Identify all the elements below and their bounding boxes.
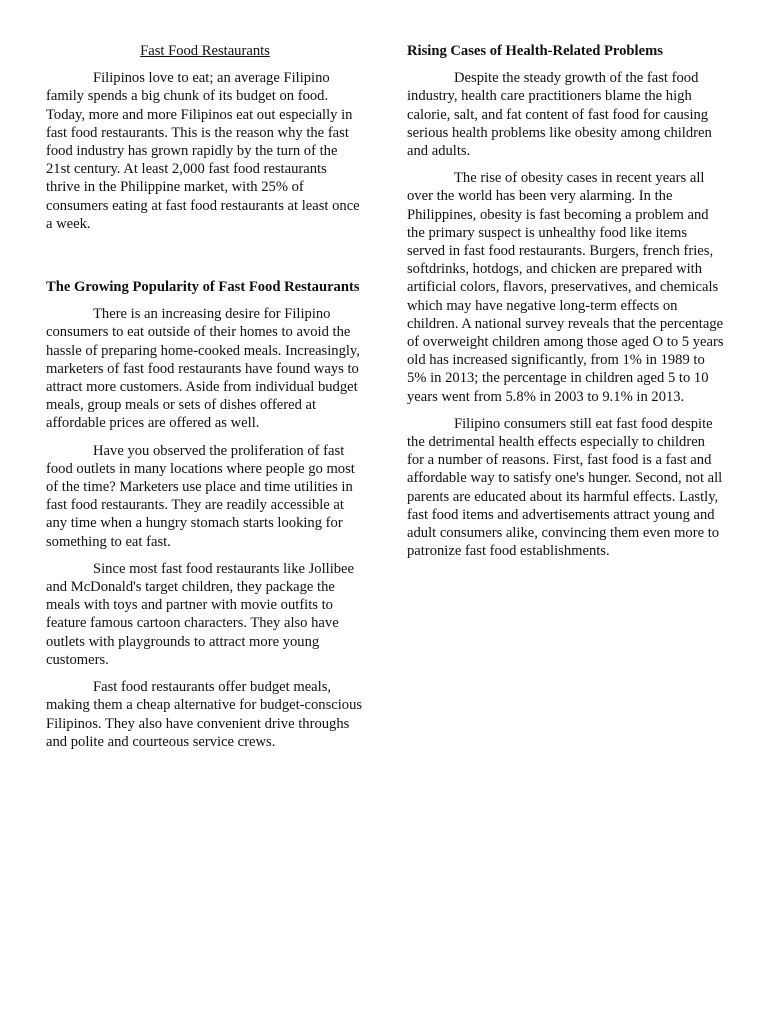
paragraph: Filipino consumers still eat fast food despite the detrimental health effects especially to children for a number of reasons. First, fast food is a fast and affordable way to satisfy one's hunger. Second, not all parents are educated about its harmful effects. Lastly, fast food items and advertisements attract young and adult consumers alike, convincing them even more to patronize fast food establishments. — [407, 415, 723, 560]
section-heading-growing-popularity: The Growing Popularity of Fast Food Restaurants — [46, 279, 360, 296]
paragraph: Since most fast food restaurants like Jollibee and McDonald's target children, they package the meals with toys and partner with movie outfits to feature famous cartoon characters. They also have outlets with playgrounds to attract more young customers. — [46, 560, 355, 668]
intro-paragraph: Filipinos love to eat; an average Filipino family spends a big chunk of its budget on food. Today, more and more Filipinos eat out especially in fast food restaurants. This is the reason why the fast food industry has grown rapidly by the turn of the 21st century. At least 2,000 fast food restaurants thrive in the Philippine market, with 25% of consumers eating at fast food restaurants at least once a week. — [46, 70, 360, 232]
left-column — [46, 42, 364, 760]
paragraph: Fast food restaurants offer budget meals, making them a cheap alternative for budget-conscious Filipinos. They also have convenient drive throughs and polite and courteous service crews. — [46, 679, 363, 750]
right-column — [407, 42, 725, 569]
document-title: Fast Food Restaurants — [140, 43, 270, 59]
paragraph: Have you observed the proliferation of fast food outlets in many locations where people go most of the time? Marketers use place and time utilities in fast food restaurants. They are readily accessible at any time when a hungry stomach starts looking for something to eat fast. — [46, 442, 355, 550]
section-spacer — [46, 242, 364, 278]
paragraph: Despite the steady growth of the fast food industry, health care practitioners blame the high calorie, salt, and fat content of fast food for causing serious health problems like obesity among children and adults. — [407, 70, 712, 160]
paragraph: There is an increasing desire for Filipino consumers to eat outside of their homes to avoid the hassle of preparing home-cooked meals. Increasingly, marketers of fast food restaurants have found ways to attract more customers. Aside from individual budget meals, group meals or sets of dishes offered at affordable prices are offered as well. — [46, 306, 360, 432]
section-heading-health-problems: Rising Cases of Health-Related Problems — [407, 43, 663, 59]
paragraph: The rise of obesity cases in recent years all over the world has been very alarming. In the Philippines, obesity is fast becoming a problem and the primary suspect is unhealthy food like items served in fast food restaurants. Burgers, french fries, softdrinks, hotdogs, and chicken are prepared with artificial colors, flavors, preservatives, and chemicals which may have negative long-term effects on children. A national survey reveals that the percentage of overweight children among those aged O to 5 years old has increased significantly, from 1% in 1989 to 5% in 2013; the percentage in children aged 5 to 10 years went from 5.8% in 2003 to 9.1% in 2013. — [407, 170, 724, 405]
